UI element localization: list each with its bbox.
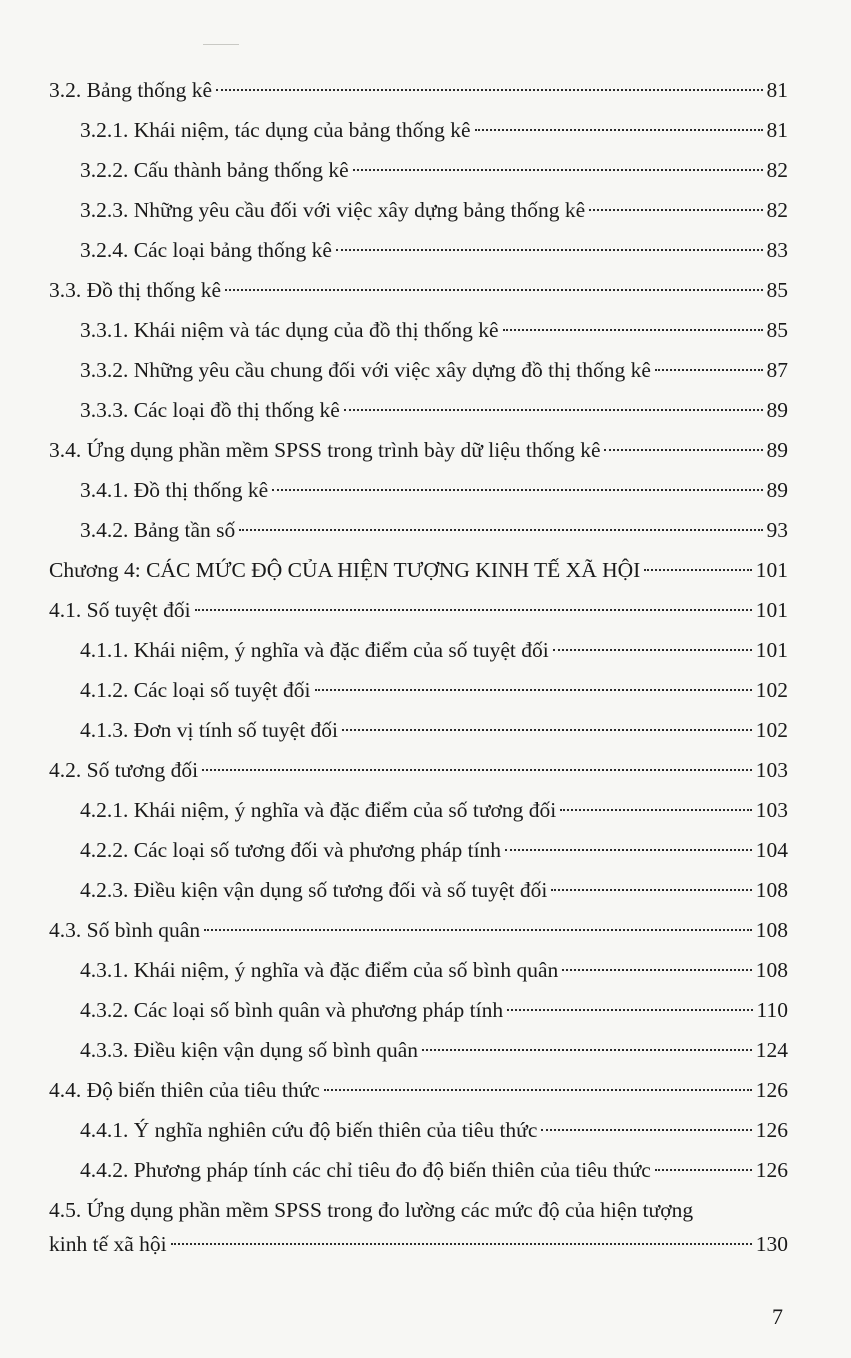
- toc-entry-page: 126: [755, 1158, 788, 1182]
- toc-entry-label: 3.4. Ứng dụng phần mềm SPSS trong trình bày dữ liệu thống kê: [49, 438, 601, 462]
- toc-entry-label: 4.4.2. Phương pháp tính các chỉ tiêu đo độ biến thiên của tiêu thức: [80, 1158, 651, 1182]
- toc-entry-label: 4.2.2. Các loại số tương đối và phương pháp tính: [80, 838, 502, 862]
- dot-leader: [644, 569, 751, 571]
- table-of-contents: [49, 76, 788, 1270]
- toc-entry-label: 4.2. Số tương đối: [49, 758, 199, 782]
- toc-entry-page: 89: [766, 438, 788, 462]
- toc-entry-label: Chương 4: CÁC MỨC ĐỘ CỦA HIỆN TƯỢNG KINH TẾ XÃ HỘI: [49, 558, 641, 582]
- toc-entry: [49, 956, 788, 996]
- toc-entry: [49, 1196, 788, 1230]
- toc-entry-page: 101: [755, 558, 788, 582]
- toc-entry-label: 3.3.1. Khái niệm và tác dụng của đồ thị thống kê: [80, 318, 499, 342]
- dot-leader: [505, 849, 752, 851]
- dot-leader: [315, 689, 752, 691]
- toc-entry-page: 103: [755, 758, 788, 782]
- dot-leader: [503, 329, 763, 331]
- toc-entry: [49, 436, 788, 476]
- dot-leader: [655, 1169, 752, 1171]
- toc-entry-page: 101: [755, 598, 788, 622]
- toc-entry-page: 103: [755, 798, 788, 822]
- toc-entry: [49, 1230, 788, 1270]
- toc-entry-page: 81: [766, 78, 788, 102]
- toc-entry: [49, 1156, 788, 1196]
- toc-entry: [49, 716, 788, 756]
- toc-entry-page: 108: [755, 918, 788, 942]
- toc-entry-label: kinh tế xã hội: [49, 1232, 167, 1256]
- toc-entry: [49, 76, 788, 116]
- toc-entry-label: 4.3.3. Điều kiện vận dụng số bình quân: [80, 1038, 418, 1062]
- page-number: 7: [772, 1304, 783, 1329]
- toc-entry: [49, 756, 788, 796]
- toc-entry-label: 4.1.3. Đơn vị tính số tuyệt đối: [80, 718, 339, 742]
- dot-leader: [562, 969, 751, 971]
- dot-leader: [604, 449, 762, 451]
- toc-entry-label: 3.2.1. Khái niệm, tác dụng của bảng thống kê: [80, 118, 471, 142]
- toc-entry: [49, 476, 788, 516]
- toc-entry-page: 89: [766, 478, 788, 502]
- toc-entry-page: 108: [755, 958, 788, 982]
- toc-entry: [49, 676, 788, 716]
- toc-entry-page: 108: [755, 878, 788, 902]
- dot-leader: [324, 1089, 752, 1091]
- toc-entry-label: 3.3.2. Những yêu cầu chung đối với việc xây dựng đồ thị thống kê: [80, 358, 651, 382]
- toc-entry-label: 4.1.1. Khái niệm, ý nghĩa và đặc điểm của số tuyệt đối: [80, 638, 549, 662]
- toc-entry-label: 4.3. Số bình quân: [49, 918, 201, 942]
- toc-entry: [49, 196, 788, 236]
- toc-entry: [49, 516, 788, 556]
- toc-entry-page: 83: [766, 238, 788, 262]
- toc-entry-label: 4.4. Độ biến thiên của tiêu thức: [49, 1078, 320, 1102]
- dot-leader: [589, 209, 762, 211]
- dot-leader: [353, 169, 763, 171]
- toc-entry: [49, 796, 788, 836]
- toc-entry-label: 3.4.2. Bảng tần số: [80, 518, 236, 542]
- dot-leader: [475, 129, 763, 131]
- toc-entry-page: 85: [766, 278, 788, 302]
- dot-leader: [195, 609, 752, 611]
- toc-entry: [49, 316, 788, 356]
- toc-entry-label: 4.1.2. Các loại số tuyệt đối: [80, 678, 311, 702]
- toc-entry: [49, 1116, 788, 1156]
- toc-entry: [49, 1076, 788, 1116]
- toc-entry-label: 3.4.1. Đồ thị thống kê: [80, 478, 269, 502]
- dot-leader: [655, 369, 763, 371]
- toc-entry-page: 89: [766, 398, 788, 422]
- toc-entry-label: 4.1. Số tuyệt đối: [49, 598, 191, 622]
- dot-leader: [202, 769, 752, 771]
- dot-leader: [507, 1009, 752, 1011]
- toc-entry-label: 4.3.2. Các loại số bình quân và phương pháp tính: [80, 998, 504, 1022]
- dot-leader: [344, 409, 763, 411]
- toc-entry-label: 3.2.4. Các loại bảng thống kê: [80, 238, 332, 262]
- toc-entry: [49, 596, 788, 636]
- toc-entry-label: 4.4.1. Ý nghĩa nghiên cứu độ biến thiên của tiêu thức: [80, 1118, 538, 1142]
- dot-leader: [171, 1243, 752, 1245]
- toc-entry-page: 82: [766, 198, 788, 222]
- dot-leader: [272, 489, 762, 491]
- toc-entry-page: 93: [766, 518, 788, 542]
- toc-entry: [49, 836, 788, 876]
- toc-entry-page: 126: [755, 1078, 788, 1102]
- dot-leader: [560, 809, 752, 811]
- dot-leader: [342, 729, 752, 731]
- toc-entry: [49, 396, 788, 436]
- toc-entry-page: 102: [755, 678, 788, 702]
- toc-entry: [49, 996, 788, 1036]
- dot-leader: [553, 649, 752, 651]
- toc-entry-label: 4.3.1. Khái niệm, ý nghĩa và đặc điểm của số bình quân: [80, 958, 559, 982]
- toc-entry-page: 104: [755, 838, 788, 862]
- toc-entry: [49, 636, 788, 676]
- toc-entry: [49, 356, 788, 396]
- toc-entry-label: 4.2.1. Khái niệm, ý nghĩa và đặc điểm của số tương đối: [80, 798, 557, 822]
- toc-entry: [49, 116, 788, 156]
- toc-entry-label: 3.3. Đồ thị thống kê: [49, 278, 221, 302]
- toc-entry: [49, 156, 788, 196]
- toc-entry-page: 110: [756, 998, 788, 1022]
- toc-entry: [49, 276, 788, 316]
- toc-entry-label: 3.2.3. Những yêu cầu đối với việc xây dựng bảng thống kê: [80, 198, 586, 222]
- dot-leader: [204, 929, 752, 931]
- toc-entry: [49, 916, 788, 956]
- toc-entry-page: 130: [755, 1232, 788, 1256]
- toc-entry-label: 3.2.2. Cấu thành bảng thống kê: [80, 158, 349, 182]
- toc-entry-page: 102: [755, 718, 788, 742]
- dot-leader: [336, 249, 763, 251]
- toc-entry: [49, 236, 788, 276]
- top-rule-mark: [203, 44, 239, 45]
- toc-entry-page: 82: [766, 158, 788, 182]
- toc-entry-page: 81: [766, 118, 788, 142]
- toc-entry: [49, 1036, 788, 1076]
- dot-leader: [541, 1129, 751, 1131]
- toc-entry-page: 101: [755, 638, 788, 662]
- dot-leader: [225, 289, 763, 291]
- toc-entry: [49, 876, 788, 916]
- toc-entry-label: 4.5. Ứng dụng phần mềm SPSS trong đo lường các mức độ của hiện tượng: [49, 1198, 694, 1222]
- toc-entry-page: 126: [755, 1118, 788, 1142]
- toc-entry-page: 124: [755, 1038, 788, 1062]
- toc-entry-label: 3.3.3. Các loại đồ thị thống kê: [80, 398, 340, 422]
- dot-leader: [422, 1049, 752, 1051]
- toc-entry-page: 87: [766, 358, 788, 382]
- toc-entry-label: 3.2. Bảng thống kê: [49, 78, 213, 102]
- toc-entry: [49, 556, 788, 596]
- dot-leader: [551, 889, 751, 891]
- dot-leader: [239, 529, 762, 531]
- dot-leader: [216, 89, 762, 91]
- toc-entry-label: 4.2.3. Điều kiện vận dụng số tương đối và số tuyệt đối: [80, 878, 548, 902]
- toc-entry-page: 85: [766, 318, 788, 342]
